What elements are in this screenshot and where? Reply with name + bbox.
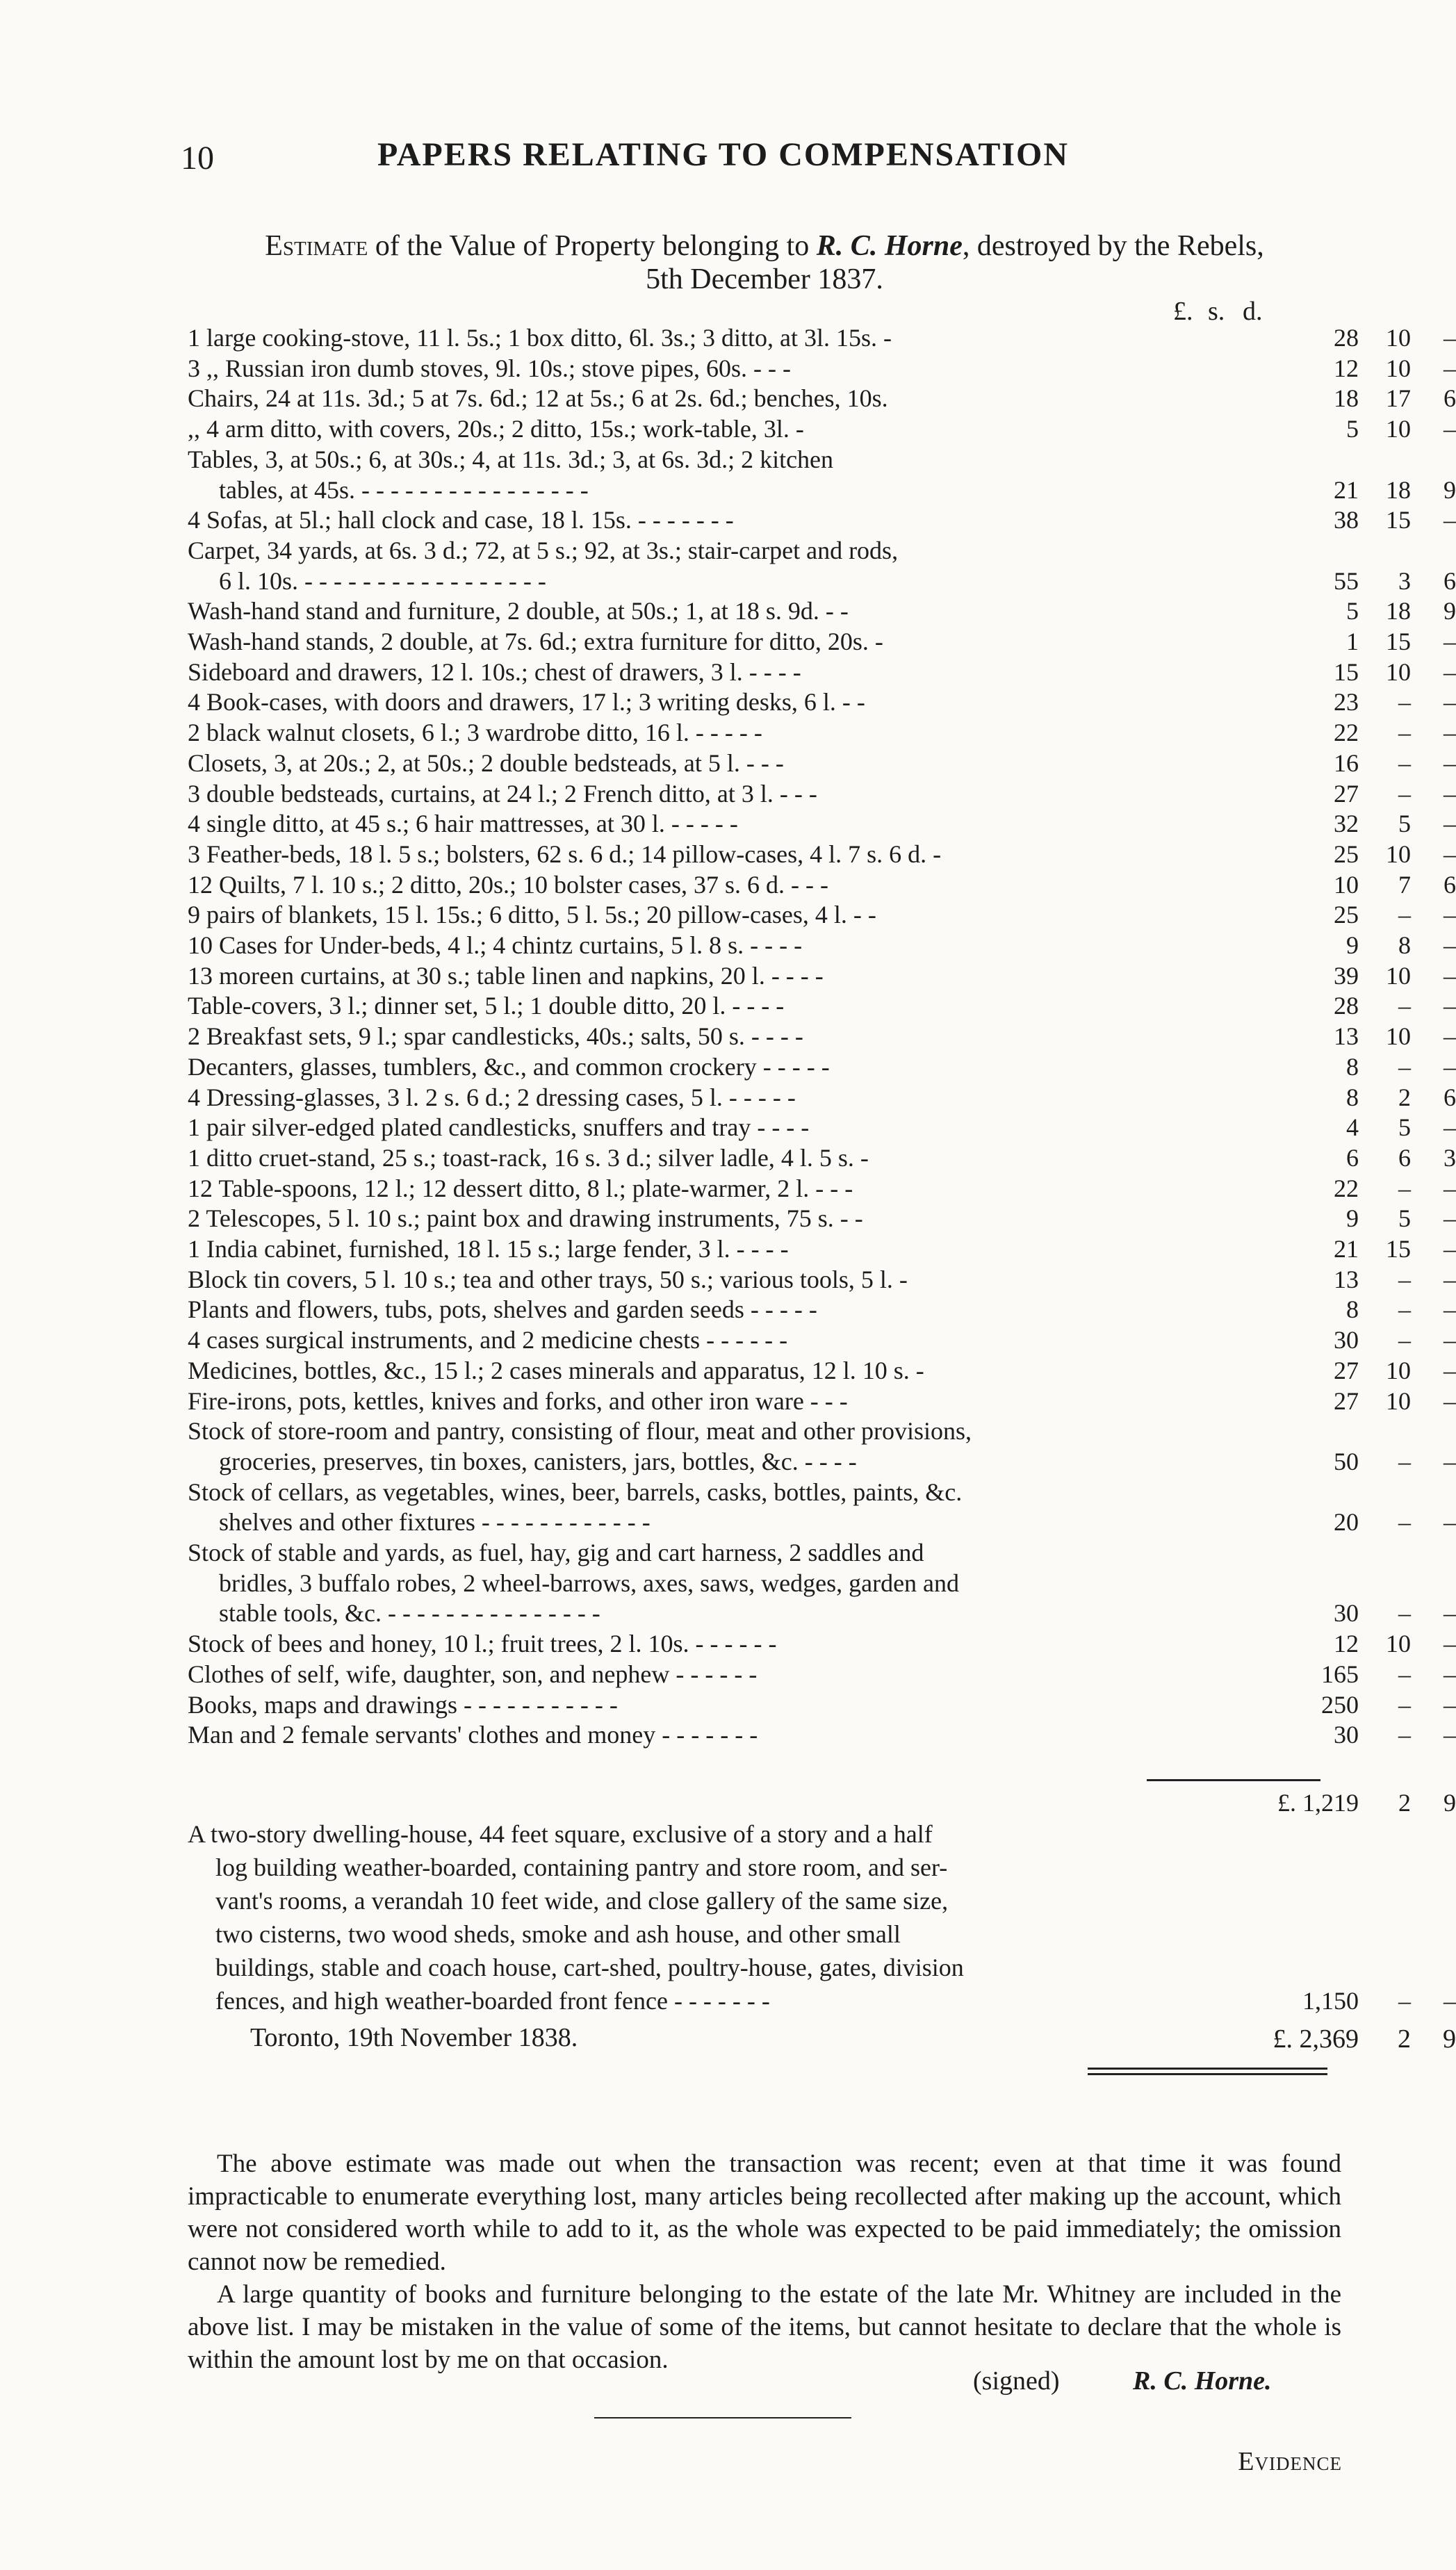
- item-pence: 9: [1443, 597, 1456, 625]
- item-pence: –: [1443, 1265, 1456, 1293]
- remark-paragraph: The above estimate was made out when the transaction was recent; even at that time it was found impracticable to enumerate everything lost, many articles being recollected after making up the account, which were not considered worth while to add to it, as the whole was expected to be paid immediately; the omission cannot now be remedied.: [188, 2150, 1341, 2276]
- item-pence: –: [1443, 354, 1456, 382]
- item-row: [188, 1475, 1341, 1509]
- item-description: Wash-hand stand and furniture, 2 double, at 50s.; 1, at 18 s. 9d. - -: [188, 597, 849, 625]
- col-shillings: s.: [1208, 297, 1225, 326]
- item-row: [188, 1323, 1456, 1357]
- item-pence: –: [1443, 719, 1456, 747]
- date-line: Toronto, 19th November 1838.: [250, 2023, 578, 2052]
- item-description: bridles, 3 buffalo robes, 2 wheel-barrows, axes, saws, wedges, garden and: [219, 1569, 960, 1597]
- item-description: 2 black walnut closets, 6 l.; 3 wardrobe ditto, 16 l. - - - - -: [188, 719, 762, 747]
- item-pence: –: [1443, 1113, 1456, 1142]
- item-pounds: 50: [1334, 1447, 1359, 1475]
- item-pounds: 21: [1334, 475, 1359, 504]
- item-pounds: 6: [1346, 1143, 1359, 1172]
- item-description: 4 Sofas, at 5l.; hall clock and case, 18 l. 15s. - - - - - - -: [188, 506, 734, 534]
- house-pounds: 1,150: [1302, 1987, 1359, 2015]
- item-pounds: 165: [1321, 1660, 1359, 1688]
- item-row: [188, 1293, 1456, 1326]
- item-shillings: 10: [1386, 1386, 1411, 1415]
- item-shillings: –: [1398, 1447, 1411, 1475]
- item-row: [188, 777, 1456, 810]
- item-pounds: 27: [1334, 1386, 1359, 1415]
- item-pounds: 4: [1346, 1113, 1359, 1142]
- item-shillings: –: [1398, 1174, 1411, 1202]
- item-description: 4 Book-cases, with doors and drawers, 17 l.; 3 writing desks, 6 l. - -: [188, 688, 865, 717]
- item-description: 1 ditto cruet-stand, 25 s.; toast-rack, 16 s. 3 d.; silver ladle, 4 l. 5 s. -: [188, 1143, 869, 1172]
- item-shillings: 6: [1398, 1143, 1411, 1172]
- item-description: shelves and other fixtures - - - - - - - - - - - -: [219, 1508, 651, 1537]
- item-pence: –: [1443, 1235, 1456, 1263]
- item-row: [188, 1384, 1456, 1418]
- item-pence: –: [1443, 1022, 1456, 1051]
- item-description: Stock of bees and honey, 10 l.; fruit trees, 2 l. 10s. - - - - - -: [188, 1630, 777, 1658]
- heading-prefix: Estimate: [265, 230, 368, 262]
- item-pounds: 15: [1334, 657, 1359, 686]
- item-row: [188, 685, 1456, 719]
- item-pence: –: [1443, 1721, 1456, 1749]
- item-pounds: 20: [1334, 1508, 1359, 1537]
- item-description: Chairs, 24 at 11s. 3d.; 5 at 7s. 6d.; 12 at 5s.; 6 at 2s. 6d.; benches, 10s.: [188, 384, 888, 413]
- item-description: ,, 4 arm ditto, with covers, 20s.; 2 ditto, 15s.; work-table, 3l. -: [188, 415, 804, 443]
- item-pence: –: [1443, 779, 1456, 808]
- item-row: [188, 412, 1456, 445]
- item-description: 3 Feather-beds, 18 l. 5 s.; bolsters, 62 s. 6 d.; 14 pillow-cases, 4 l. 7 s. 6 d. -: [188, 840, 942, 868]
- item-description: 6 l. 10s. - - - - - - - - - - - - - - - - -: [219, 566, 546, 595]
- item-description: Books, maps and drawings - - - - - - - - - - -: [188, 1690, 618, 1719]
- item-pence: –: [1443, 1326, 1456, 1354]
- item-description: 1 India cabinet, furnished, 18 l. 15 s.; large fender, 3 l. - - - -: [188, 1235, 789, 1263]
- item-pounds: 9: [1346, 931, 1359, 959]
- item-row: [188, 1232, 1456, 1266]
- item-row: [188, 1688, 1456, 1721]
- item-shillings: 15: [1386, 628, 1411, 655]
- item-pence: –: [1443, 688, 1456, 717]
- item-description: Fire-irons, pots, kettles, knives and forks, and other iron ware - - -: [188, 1386, 848, 1415]
- item-shillings: –: [1398, 688, 1411, 717]
- item-row: [188, 1718, 1456, 1751]
- item-pounds: 5: [1346, 415, 1359, 443]
- item-pence: –: [1443, 1630, 1456, 1658]
- item-description: 4 single ditto, at 45 s.; 6 hair mattresses, at 30 l. - - - - -: [188, 810, 738, 838]
- item-shillings: 10: [1386, 840, 1411, 868]
- item-row: [188, 1354, 1456, 1387]
- item-description: Closets, 3, at 20s.; 2, at 50s.; 2 double bedsteads, at 5 l. - - -: [188, 748, 784, 777]
- item-pounds: 5: [1346, 597, 1359, 625]
- heading-text-a: of the Value of Property belonging to: [368, 230, 817, 262]
- total-row: [188, 2022, 1456, 2056]
- item-shillings: 5: [1398, 810, 1411, 838]
- item-pounds: 25: [1334, 840, 1359, 868]
- remark-paragraph: A large quantity of books and furniture belonging to the estate of the late Mr. Whitney are included in the above list. I may be mistaken in the value of some of the items, but cannot hesitate to declare that the whole is within the amount lost by me on that occasion.: [188, 2280, 1341, 2374]
- item-pounds: 25: [1334, 901, 1359, 929]
- heading-text-b: , destroyed by the Rebels,: [962, 230, 1264, 262]
- item-pounds: 12: [1334, 1630, 1359, 1658]
- estimate-heading: [195, 229, 1334, 296]
- item-pence: –: [1443, 1295, 1456, 1324]
- item-description: 3 double bedsteads, curtains, at 24 l.; 2 French ditto, at 3 l. - - -: [188, 779, 817, 808]
- item-shillings: –: [1398, 992, 1411, 1020]
- item-description: Medicines, bottles, &c., 15 l.; 2 cases minerals and apparatus, 12 l. 10 s. -: [188, 1356, 924, 1384]
- item-pence: 6: [1443, 870, 1456, 899]
- item-pence: –: [1443, 1447, 1456, 1475]
- item-pounds: 27: [1334, 1356, 1359, 1384]
- house-line: A two-story dwelling-house, 44 feet square, exclusive of a story and a half: [188, 1820, 933, 1848]
- item-shillings: –: [1398, 901, 1411, 929]
- item-description: Sideboard and drawers, 12 l. 10s.; chest of drawers, 3 l. - - - -: [188, 657, 801, 686]
- item-description: 3 ,, Russian iron dumb stoves, 9l. 10s.; stove pipes, 60s. - - -: [188, 354, 791, 382]
- house-line: log building weather-boarded, containing pantry and store room, and ser-: [215, 1853, 948, 1881]
- item-row: [188, 1020, 1456, 1053]
- item-pence: –: [1443, 810, 1456, 838]
- subtotal-shillings: 2: [1398, 1789, 1411, 1817]
- item-row: [188, 837, 1456, 871]
- item-pounds: 38: [1334, 506, 1359, 534]
- item-row: [188, 594, 1456, 628]
- item-description: 2 Telescopes, 5 l. 10 s.; paint box and drawing instruments, 75 s. - -: [188, 1204, 863, 1233]
- item-description: 1 large cooking-stove, 11 l. 5s.; 1 box ditto, 6l. 3s.; 3 ditto, at 3l. 15s. -: [188, 324, 892, 352]
- item-row: [188, 382, 1456, 415]
- item-description: 10 Cases for Under-beds, 4 l.; 4 chintz curtains, 5 l. 8 s. - - - -: [188, 931, 803, 959]
- item-row: [188, 503, 1456, 537]
- item-row: [188, 1505, 1456, 1539]
- item-row: [188, 1141, 1456, 1174]
- subtotal-pence: 9: [1443, 1789, 1456, 1817]
- item-row: [188, 443, 1341, 476]
- item-pence: 6: [1443, 1083, 1456, 1111]
- item-pence: 3: [1443, 1143, 1456, 1172]
- item-description: 12 Quilts, 7 l. 10 s.; 2 ditto, 20s.; 10 bolster cases, 37 s. 6 d. - - -: [188, 870, 828, 899]
- item-shillings: 15: [1386, 1235, 1411, 1263]
- item-description: 4 cases surgical instruments, and 2 medicine chests - - - - - -: [188, 1326, 788, 1354]
- item-shillings: 17: [1386, 384, 1411, 413]
- item-shillings: 8: [1398, 931, 1411, 959]
- item-description: Table-covers, 3 l.; dinner set, 5 l.; 1 double ditto, 20 l. - - - -: [188, 992, 785, 1020]
- item-description: Plants and flowers, tubs, pots, shelves and garden seeds - - - - -: [188, 1295, 817, 1324]
- house-line: two cisterns, two wood sheds, smoke and ash house, and other small: [215, 1920, 901, 1948]
- item-shillings: 10: [1386, 1356, 1411, 1384]
- item-row: [188, 655, 1456, 689]
- item-pounds: 250: [1321, 1690, 1359, 1719]
- item-row: [188, 928, 1456, 962]
- item-shillings: –: [1398, 719, 1411, 747]
- house-line: buildings, stable and coach house, cart-shed, poultry-house, gates, division: [215, 1954, 964, 1981]
- item-row: [188, 1596, 1456, 1630]
- item-row: [188, 1445, 1456, 1478]
- signed-label: (signed): [973, 2366, 1060, 2396]
- item-pence: –: [1443, 324, 1456, 352]
- signature-block: [973, 2366, 1272, 2396]
- item-row: [188, 1536, 1341, 1569]
- item-pence: 6: [1443, 566, 1456, 595]
- item-description: 2 Breakfast sets, 9 l.; spar candlesticks, 40s.; salts, 50 s. - - - -: [188, 1022, 803, 1051]
- item-pounds: 22: [1334, 1174, 1359, 1202]
- item-row: [188, 716, 1456, 749]
- item-pounds: 8: [1346, 1295, 1359, 1324]
- item-description: Carpet, 34 yards, at 6s. 3 d.; 72, at 5 s.; 92, at 3s.; stair-carpet and rods,: [188, 536, 899, 564]
- item-description: Decanters, glasses, tumblers, &c., and common crockery - - - - -: [188, 1052, 830, 1081]
- item-row: [188, 868, 1456, 901]
- item-pence: –: [1443, 961, 1456, 990]
- item-description: Wash-hand stands, 2 double, at 7s. 6d.; extra furniture for ditto, 20s. -: [188, 628, 883, 655]
- item-pence: –: [1443, 1052, 1456, 1081]
- item-pence: –: [1443, 657, 1456, 686]
- item-row: [188, 746, 1456, 780]
- item-shillings: –: [1398, 779, 1411, 808]
- item-row: [188, 1050, 1456, 1083]
- subtotal-row: [188, 1786, 1456, 1819]
- item-shillings: –: [1398, 1721, 1411, 1749]
- item-pence: –: [1443, 992, 1456, 1020]
- item-shillings: –: [1398, 1660, 1411, 1688]
- item-description: Clothes of self, wife, daughter, son, and nephew - - - - - -: [188, 1660, 758, 1688]
- item-row: [188, 625, 1456, 658]
- item-row: [188, 352, 1456, 385]
- item-pounds: 30: [1334, 1721, 1359, 1749]
- item-pounds: 10: [1334, 870, 1359, 899]
- item-pounds: 55: [1334, 566, 1359, 595]
- item-row: [188, 898, 1456, 931]
- item-shillings: –: [1398, 1052, 1411, 1081]
- item-pounds: 30: [1334, 1326, 1359, 1354]
- item-description: 4 Dressing-glasses, 3 l. 2 s. 6 d.; 2 dressing cases, 5 l. - - - - -: [188, 1083, 796, 1111]
- item-description: 12 Table-spoons, 12 l.; 12 dessert ditto, 8 l.; plate-warmer, 2 l. - - -: [188, 1174, 853, 1202]
- item-pounds: 12: [1334, 354, 1359, 382]
- item-pounds: 32: [1334, 810, 1359, 838]
- item-pence: –: [1443, 1204, 1456, 1233]
- item-pence: –: [1443, 1660, 1456, 1688]
- item-row: [188, 1566, 1341, 1600]
- item-description: tables, at 45s. - - - - - - - - - - - - - - - -: [219, 475, 589, 504]
- item-shillings: –: [1398, 1599, 1411, 1628]
- item-description: Man and 2 female servants' clothes and money - - - - - - -: [188, 1721, 758, 1749]
- item-shillings: 18: [1386, 475, 1411, 504]
- total-shillings: 2: [1398, 2024, 1411, 2054]
- item-pence: –: [1443, 901, 1456, 929]
- signature-name: R. C. Horne.: [1133, 2366, 1272, 2396]
- item-pounds: 22: [1334, 719, 1359, 747]
- item-row: [188, 1172, 1456, 1205]
- remarks: [188, 2147, 1341, 2376]
- item-description: groceries, preserves, tin boxes, canisters, jars, bottles, &c. - - - -: [219, 1447, 857, 1475]
- item-pence: –: [1443, 1508, 1456, 1537]
- item-pounds: 39: [1334, 961, 1359, 990]
- item-pence: –: [1443, 415, 1456, 443]
- item-row: [188, 1081, 1456, 1114]
- item-row: [188, 321, 1456, 354]
- item-shillings: 7: [1398, 870, 1411, 899]
- item-shillings: 10: [1386, 1022, 1411, 1051]
- item-pence: –: [1443, 931, 1456, 959]
- item-row: [188, 564, 1456, 598]
- col-pence: d.: [1243, 297, 1263, 326]
- item-row: [188, 959, 1456, 992]
- item-pence: 6: [1443, 384, 1456, 413]
- item-pence: –: [1443, 1356, 1456, 1384]
- item-pounds: 13: [1334, 1022, 1359, 1051]
- item-shillings: 15: [1386, 506, 1411, 534]
- item-description: Stock of cellars, as vegetables, wines, beer, barrels, casks, bottles, paints, &c.: [188, 1478, 963, 1506]
- item-pence: –: [1443, 1599, 1456, 1628]
- item-pounds: 13: [1334, 1265, 1359, 1293]
- subtotal-pounds: £. 1,219: [1277, 1789, 1359, 1817]
- item-row: [188, 473, 1456, 507]
- item-shillings: 5: [1398, 1113, 1411, 1142]
- item-shillings: –: [1398, 1326, 1411, 1354]
- running-head: PAPERS RELATING TO COMPENSATION: [377, 136, 1070, 173]
- subtotal-rule: [1147, 1779, 1320, 1781]
- catchword: Evidence: [1238, 2447, 1342, 2476]
- item-row: [188, 1111, 1456, 1144]
- item-pence: 9: [1443, 475, 1456, 504]
- item-row: [188, 1263, 1456, 1296]
- item-shillings: –: [1398, 1690, 1411, 1719]
- item-pounds: 16: [1334, 748, 1359, 777]
- item-row: [188, 534, 1341, 567]
- item-pence: –: [1443, 1690, 1456, 1719]
- item-shillings: –: [1398, 748, 1411, 777]
- item-pounds: 9: [1346, 1204, 1359, 1233]
- item-description: Tables, 3, at 50s.; 6, at 30s.; 4, at 11s. 3d.; 3, at 6s. 3d.; 2 kitchen: [188, 445, 834, 473]
- item-pounds: 28: [1334, 992, 1359, 1020]
- item-description: Stock of stable and yards, as fuel, hay, gig and cart harness, 2 saddles and: [188, 1539, 924, 1566]
- house-pence: –: [1443, 1987, 1456, 2015]
- item-row: [188, 989, 1456, 1022]
- house-row: [188, 1984, 1456, 2017]
- item-pence: –: [1443, 1174, 1456, 1202]
- item-shillings: 10: [1386, 1630, 1411, 1658]
- item-pounds: 28: [1334, 324, 1359, 352]
- item-description: Stock of store-room and pantry, consisting of flour, meat and other provisions,: [188, 1417, 972, 1446]
- item-shillings: 10: [1386, 354, 1411, 382]
- house-line: fences, and high weather-boarded front fence - - - - - - -: [215, 1987, 770, 2015]
- col-pounds: £.: [1173, 297, 1193, 326]
- item-pence: –: [1443, 1386, 1456, 1415]
- item-pence: –: [1443, 628, 1456, 655]
- item-pounds: 8: [1346, 1052, 1359, 1081]
- total-pounds: £. 2,369: [1273, 2024, 1359, 2054]
- house-shillings: –: [1398, 1987, 1411, 2015]
- item-shillings: 10: [1386, 961, 1411, 990]
- item-pounds: 8: [1346, 1083, 1359, 1111]
- item-pounds: 27: [1334, 779, 1359, 808]
- item-description: 9 pairs of blankets, 15 l. 15s.; 6 ditto, 5 l. 5s.; 20 pillow-cases, 4 l. - -: [188, 901, 876, 929]
- item-shillings: –: [1398, 1265, 1411, 1293]
- item-row: [188, 1202, 1456, 1235]
- item-pounds: 30: [1334, 1599, 1359, 1628]
- item-shillings: 2: [1398, 1083, 1411, 1111]
- total-rule-2: [1088, 2073, 1327, 2075]
- item-row: [188, 1414, 1341, 1448]
- item-pence: –: [1443, 748, 1456, 777]
- item-row: [188, 1658, 1456, 1691]
- item-row: [188, 807, 1456, 840]
- page-number: 10: [181, 140, 214, 177]
- item-description: 13 moreen curtains, at 30 s.; table linen and napkins, 20 l. - - - -: [188, 961, 824, 990]
- item-pence: –: [1443, 840, 1456, 868]
- total-pence: 9: [1443, 2024, 1456, 2054]
- item-pence: –: [1443, 506, 1456, 534]
- heading-date: 5th December 1837.: [646, 263, 883, 295]
- item-pounds: 1: [1346, 628, 1359, 655]
- item-shillings: 10: [1386, 657, 1411, 686]
- item-shillings: 10: [1386, 324, 1411, 352]
- item-row: [188, 1627, 1456, 1660]
- item-shillings: –: [1398, 1508, 1411, 1537]
- item-pounds: 21: [1334, 1235, 1359, 1263]
- item-description: stable tools, &c. - - - - - - - - - - - - - - -: [219, 1599, 600, 1628]
- item-shillings: 10: [1386, 415, 1411, 443]
- item-description: 1 pair silver-edged plated candlesticks, snuffers and tray - - - -: [188, 1113, 810, 1142]
- item-pounds: 23: [1334, 688, 1359, 717]
- total-rule-1: [1088, 2068, 1327, 2070]
- item-shillings: 3: [1398, 566, 1411, 595]
- item-shillings: 18: [1386, 597, 1411, 625]
- item-description: Block tin covers, 5 l. 10 s.; tea and other trays, 50 s.; various tools, 5 l. -: [188, 1265, 908, 1293]
- item-shillings: 5: [1398, 1204, 1411, 1233]
- closing-rule: [594, 2417, 851, 2418]
- heading-owner: R. C. Horne: [816, 230, 963, 262]
- item-pounds: 18: [1334, 384, 1359, 413]
- item-shillings: –: [1398, 1295, 1411, 1324]
- house-line: vant's rooms, a verandah 10 feet wide, and close gallery of the same size,: [215, 1887, 949, 1915]
